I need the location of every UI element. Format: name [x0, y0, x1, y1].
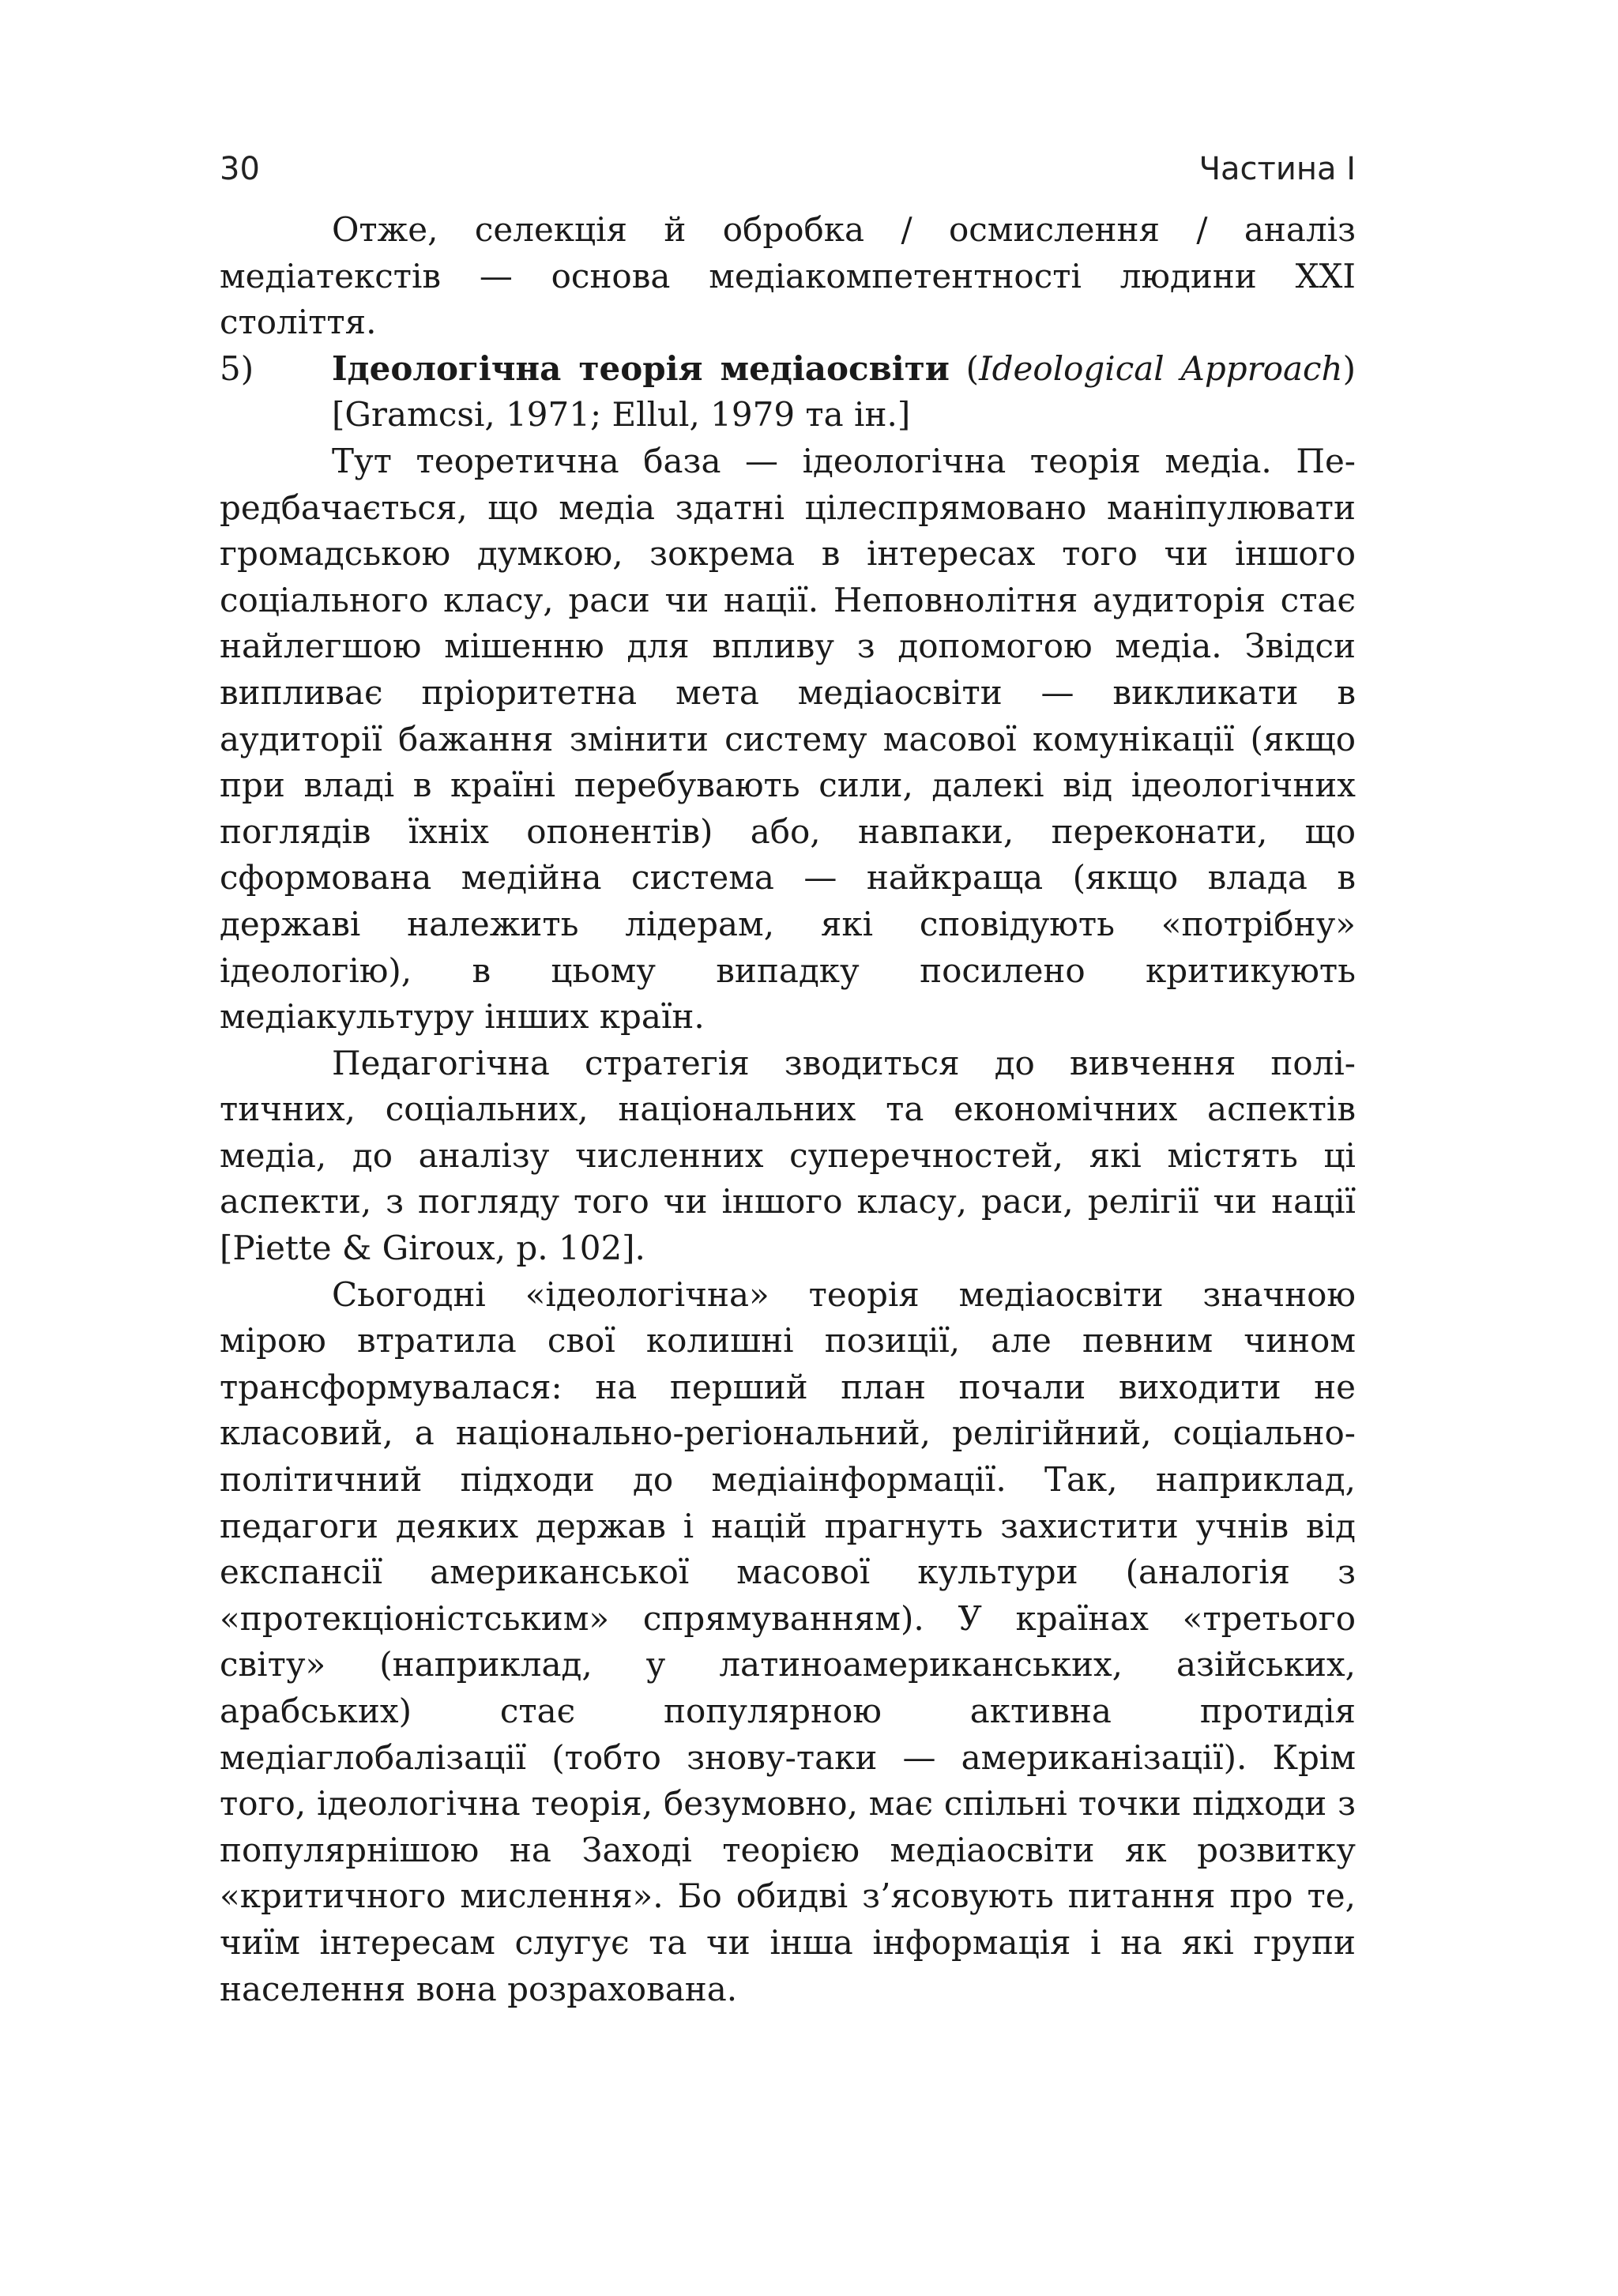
list-item-5	[220, 346, 1356, 438]
paragraph-theory-basis: Тут теоретична база — ідеологічна теорія медіа. Передбачається, що медіа здатні цілеспрямовано маніпулювати громадською думкою, зокрема в інтересах того чи іншого соціального класу, раси чи нації. Неповнолітня аудиторія стає найлегшою мішенню для впливу з допомогою медіа. Звідси випливає пріоритетна мета медіаосвіти — викликати в аудиторії бажання змінити систему масової комунікації (якщо при владі в країні перебувають сили, далекі від ідеологічних поглядів їхніх опонентів) або, навпаки, переконати, що сформована медійна система — найкраща (якщо влада в державі належить лідерам, які сповідують «потрібну» ідеологію), в цьому випадку посилено критикують медіакультуру інших країн.	[220, 441, 1356, 1037]
english-title: Ideological Approach	[979, 348, 1343, 388]
paren-open: (	[949, 348, 980, 388]
paragraph-pedagogical-strategy: Педагогічна стратегія зводиться до вивчення політичних, соціальних, національних та економічних аспектів медіа, до аналізу численних суперечностей, які містять ці аспекти, з погляду того чи іншого класу, раси, релігії чи нації [Piette & Giroux, p. 102].	[220, 1043, 1356, 1268]
list-item-title: Ідеологічна теорія медіаосвіти	[332, 348, 950, 388]
section-title: Частина І	[1198, 151, 1356, 187]
references: ) [Gramcsi, 1971; Ellul, 1979 та ін.]	[332, 348, 1356, 435]
page-number: 30	[220, 151, 260, 187]
list-item-number: 5)	[220, 348, 254, 388]
paragraph-today: Сьогодні «ідеологічна» теорія медіаосвіти значною мірою втратила свої колишні позиції, але певним чином трансформувалася: на перший план почали виходити не класовий, а національно-регіональний, релігійний, соціально-політичний підходи до медіаінформації. Так, наприклад, педагоги деяких держав і націй прагнуть захистити учнів від експансії американської масової культури (аналогія з «протекціоністським» спрямуванням). У країнах «третього світу» (наприклад, у латиноамериканських, азійських, арабських) стає популярною активна протидія медіаглобалізації (тобто знову-таки — американізації). Крім того, ідеологічна теорія, безумовно, має спільні точки підходи з популярнішою на Заході теорією медіаосвіти як розвитку «критичного мислення». Бо обидві з’ясовують питання про те, чиїм інтересам слугує та чи інша інформація і на які групи населення вона розрахована.	[220, 1274, 1356, 2008]
body-text	[220, 207, 1356, 2012]
paragraph-intro: Отже, селекція й обробка / осмислення / аналіз медіатекстів — основа медіакомпетентності людини XXI століття.	[220, 210, 1356, 342]
